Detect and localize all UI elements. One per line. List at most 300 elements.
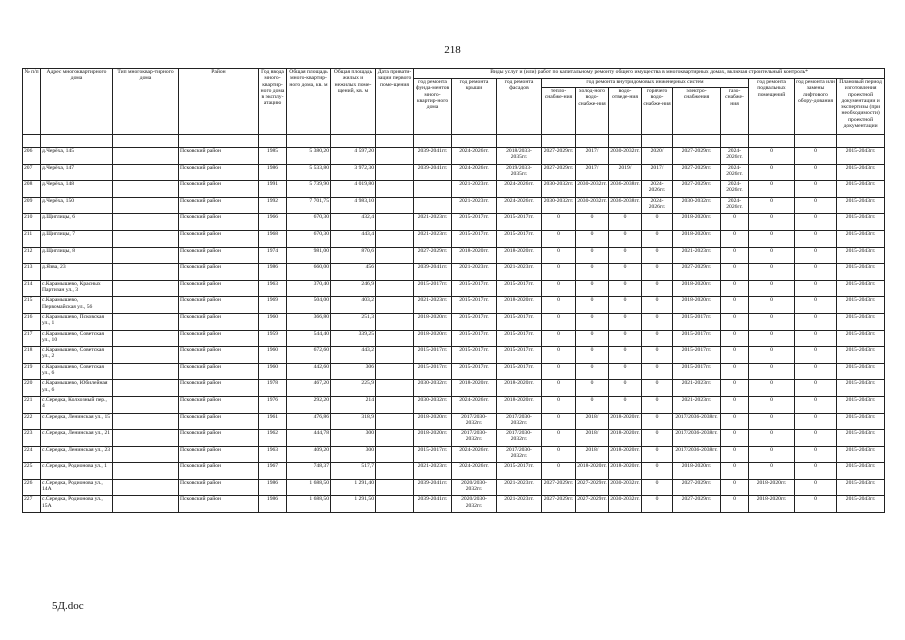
table-cell: 0 [642,380,673,397]
table-cell: 0 [795,164,837,181]
table-cell: с.Середка, Ленинская ул., 15 [41,413,113,430]
table-row [23,297,885,314]
table-cell: 2017/ [642,164,673,181]
table-cell: 403,2 [331,297,376,314]
table-cell: 339,25 [331,330,376,347]
table-cell: 0 [795,479,837,496]
table-row [23,214,885,231]
table-cell: 2021-2023гг. [497,496,542,513]
table-cell: 0 [795,264,837,281]
table-cell [376,413,414,430]
table-cell: 2015-2017гг. [414,280,452,297]
table-cell: Псковский район [179,164,259,181]
table-cell: 476,86 [287,413,331,430]
table-cell: 2015-2017гг. [414,347,452,364]
table-cell: 2018-2020гг. [452,247,497,264]
table-cell: 0 [721,347,749,364]
table-cell: 2015-2017гг. [497,463,542,480]
table-cell: 2039-2041гг. [414,164,452,181]
table-cell: 443,2 [331,347,376,364]
table-cell: 0 [795,181,837,198]
table-cell: 4 983,10 [331,197,376,214]
table-cell: 0 [749,164,795,181]
table-cell: 1959 [259,330,287,347]
table-cell: 300 [331,446,376,463]
table-cell: 1985 [259,148,287,165]
table-cell: 206 [23,148,41,165]
table-cell: 7 701,75 [287,197,331,214]
table-cell: 2018-2020гг. [749,479,795,496]
table-cell: 2015-2043гг. [837,230,885,247]
table-cell [113,297,179,314]
table-row [23,164,885,181]
table-cell: 2015-2017гг. [452,347,497,364]
table-cell: 2015-2043гг. [837,181,885,198]
table-cell: 0 [542,430,576,447]
col-year: Год ввода много-квартир-ного дома в эксплу-атацию [259,69,287,135]
table-cell: 0 [795,347,837,364]
table-cell [376,330,414,347]
table-cell: с.Карамышево, Советская ул., 10 [41,330,113,347]
table-cell: 2027-2029гг. [576,479,609,496]
table-cell: 1974 [259,247,287,264]
table-cell: 212 [23,247,41,264]
table-cell: 209 [23,197,41,214]
table-cell: д.Черёха, 148 [41,181,113,198]
table-row [23,148,885,165]
table-cell: д.Черёха, 150 [41,197,113,214]
table-cell: 2024-2026гг. [452,446,497,463]
table-cell: 0 [576,363,609,380]
table-cell: 0 [795,330,837,347]
table-cell: Псковский район [179,313,259,330]
table-header [23,69,885,148]
table-cell: с.Середка, Родионова ул., 1 [41,463,113,480]
table-cell [113,446,179,463]
table-cell: 0 [721,214,749,231]
table-cell: 0 [609,347,642,364]
table-cell: 2015-2017гг. [673,330,721,347]
table-cell: 0 [721,413,749,430]
table-cell: 221 [23,396,41,413]
table-cell: 0 [642,247,673,264]
table-cell: 0 [749,396,795,413]
table-cell: 2018-2020гг. [497,396,542,413]
table-cell: 225 [23,463,41,480]
table-cell: 0 [795,463,837,480]
table-cell: 0 [749,297,795,314]
table-cell: 370,40 [287,280,331,297]
table-cell: 2030-2032гг. [673,197,721,214]
table-cell: 0 [576,380,609,397]
table-cell: 2030-2032гг. [414,396,452,413]
table-cell: 2039-2041гг. [414,496,452,513]
table-cell: 0 [642,214,673,231]
table-cell: 2018-2020гг. [673,297,721,314]
table-cell: Псковский район [179,330,259,347]
table-cell: 0 [749,247,795,264]
table-cell: 0 [749,181,795,198]
table-cell: Псковский район [179,413,259,430]
table-cell: 0 [721,463,749,480]
table-cell: 0 [642,313,673,330]
table-cell: 444,78 [287,430,331,447]
table-cell: 2015-2043гг. [837,413,885,430]
table-cell: 981,00 [287,247,331,264]
table-cell: 246,9 [331,280,376,297]
table-cell: с.Середка, Родионова ул., 15А [41,496,113,513]
table-cell: 2015-2017гг. [452,214,497,231]
table-cell: 2017/2036-2038гг. [673,430,721,447]
table-cell: 2018-2020гг. [609,430,642,447]
table-cell: 0 [795,363,837,380]
table-cell: 1986 [259,164,287,181]
table-cell: 2030-2032гг. [609,148,642,165]
table-cell: 0 [721,380,749,397]
table-cell: 0 [721,430,749,447]
table-cell [376,446,414,463]
table-cell: 1976 [259,396,287,413]
engineering-group-header: год ремонта внутридомовых инженерных систем [542,79,749,88]
table-cell [113,280,179,297]
table-cell [113,479,179,496]
table-cell: 2015-2017гг. [497,363,542,380]
table-cell [113,181,179,198]
table-cell: 2015-2017гг. [452,230,497,247]
table-cell: 2027-2029гг. [542,164,576,181]
table-cell: 1 291,50 [331,496,376,513]
table-cell: 1967 [259,463,287,480]
table-cell: 0 [795,413,837,430]
table-cell [113,148,179,165]
table-cell: Псковский район [179,463,259,480]
table-cell: 2021-2023гг. [673,380,721,397]
table-cell: Псковский район [179,363,259,380]
table-cell [113,313,179,330]
table-cell: 2015-2043гг. [837,297,885,314]
table-cell: 0 [749,330,795,347]
table-cell: 2015-2017гг. [452,330,497,347]
table-cell: 0 [721,496,749,513]
table-cell: 2021-2023гг. [414,214,452,231]
table-cell: 2018-2020гг. [673,463,721,480]
table-cell: 0 [609,264,642,281]
table-cell: 2015-2043гг. [837,430,885,447]
table-cell: 2017/2030-2032гг. [497,413,542,430]
table-cell: Псковский район [179,214,259,231]
table-cell: 5 533,80 [287,164,331,181]
table-cell: 1963 [259,280,287,297]
table-cell: 1986 [259,496,287,513]
table-cell [376,347,414,364]
table-cell [113,463,179,480]
table-cell: 0 [576,247,609,264]
table-cell: 2036-2038гг. [609,181,642,198]
table-cell: Псковский район [179,181,259,198]
table-cell: 2015-2043гг. [837,247,885,264]
table-cell: 366,80 [287,313,331,330]
table-cell: 2018-2020гг. [609,446,642,463]
table-cell: 2018-2020гг. [673,214,721,231]
col-lift: год ремонта или замены лифтового обору-дования [795,79,837,135]
table-cell: с.Середка, Ленинская ул., 23 [41,446,113,463]
table-cell [414,197,452,214]
col-heat: тепло-снабже-ния [542,88,576,135]
table-cell: 1968 [259,230,287,247]
table-cell [376,363,414,380]
table-row [23,446,885,463]
capital-repair-table [22,68,885,513]
table-cell: 216 [23,313,41,330]
table-cell: 0 [609,280,642,297]
table-cell: 2021-2023гг. [497,264,542,281]
table-cell [376,430,414,447]
table-cell [376,197,414,214]
table-cell: 2018-2020гг. [497,247,542,264]
table-cell: 0 [721,446,749,463]
table-cell: 2015-2017гг. [497,214,542,231]
table-cell: 0 [749,313,795,330]
table-cell: 2017/2030-2032гг. [452,413,497,430]
table-cell: 0 [576,347,609,364]
table-cell: 2021-2023гг. [673,247,721,264]
table-cell: 2019/ [609,164,642,181]
table-cell: 214 [23,280,41,297]
table-cell: 1960 [259,363,287,380]
table-cell: 0 [542,413,576,430]
table-cell: 0 [749,197,795,214]
table-cell: 0 [642,446,673,463]
col-address: Адрес многоквартирного дома [41,69,113,135]
table-row [23,347,885,364]
table-cell: 870,6 [331,247,376,264]
table-row [23,330,885,347]
table-cell: 2039-2041гг. [414,479,452,496]
table-cell: 0 [749,280,795,297]
table-cell [376,380,414,397]
table-row [23,230,885,247]
table-cell: 2020/2030-2032гг. [452,496,497,513]
table-row [23,430,885,447]
table-cell: Псковский район [179,297,259,314]
table-cell [376,496,414,513]
table-cell: 2018-2020гг. [497,380,542,397]
table-cell: 2015-2017гг. [414,363,452,380]
table-cell: 2017/2030-2032гг. [497,430,542,447]
table-cell: 2027-2029гг. [576,496,609,513]
table-cell: 2027-2029гг. [542,479,576,496]
table-cell: 672,60 [287,347,331,364]
table-cell: 0 [795,313,837,330]
table-cell: 5 739,90 [287,181,331,198]
table-cell: 2018/ [576,446,609,463]
table-cell: 2039-2041гг. [414,148,452,165]
table-cell: 2017/ [576,148,609,165]
table-cell: 0 [795,214,837,231]
table-cell: 0 [576,230,609,247]
table-cell: 0 [642,297,673,314]
table-cell: 2015-2043гг. [837,479,885,496]
table-cell: 2015-2017гг. [673,347,721,364]
table-cell: 0 [542,230,576,247]
table-cell: д.Язва, 23 [41,264,113,281]
table-cell: 2027-2029гг. [673,479,721,496]
table-cell: 0 [721,363,749,380]
table-cell: 2020/ [642,148,673,165]
table-cell: д.Щиглицы, 6 [41,214,113,231]
table-cell: 2015-2017гг. [497,230,542,247]
table-cell: 318,9 [331,413,376,430]
table-cell: 2015-2043гг. [837,313,885,330]
table-cell: 0 [642,413,673,430]
table-cell: 2018/ [576,413,609,430]
table-cell: 2017/2036-2038гг. [673,446,721,463]
table-cell: 442,60 [287,363,331,380]
table-cell: 0 [721,330,749,347]
table-cell: 2018/2033-2035гг. [497,148,542,165]
table-cell: 0 [609,380,642,397]
table-cell: 4 597,20 [331,148,376,165]
table-cell: Псковский район [179,347,259,364]
table-cell: 214 [331,396,376,413]
table-cell: 2021-2023гг. [452,181,497,198]
table-cell: 2015-2043гг. [837,164,885,181]
table-cell [376,396,414,413]
table-cell [376,247,414,264]
table-cell: 2024-2026гг. [642,197,673,214]
table-cell: 0 [642,230,673,247]
table-cell: 225,9 [331,380,376,397]
table-cell: 2015-2017гг. [673,313,721,330]
col-planned: Плановый период изготовления проектной документации и экспертизы (при необходимости) проектной документации [837,79,885,135]
table-cell: 2039-2041гг. [414,264,452,281]
table-cell: Псковский район [179,479,259,496]
table-cell: 2021-2023гг. [452,264,497,281]
table-cell: с.Середка, Ленинская ул., 21 [41,430,113,447]
table-cell: 443,4 [331,230,376,247]
table-cell: 2018-2020гг. [609,463,642,480]
table-cell: 2021-2023гг. [414,463,452,480]
table-cell: 224 [23,446,41,463]
table-cell: 2015-2043гг. [837,446,885,463]
table-cell: 0 [642,430,673,447]
table-cell: с.Середка, Родионова ул., 14А [41,479,113,496]
table-cell: 2018-2020гг. [414,413,452,430]
services-group-header: Виды услуг и (или) работ по капитальному ремонту общего имущества в многоквартирных домах, включая строительный контроль* [414,69,885,79]
table-cell [376,479,414,496]
table-row [23,247,885,264]
table-cell [376,264,414,281]
table-cell: 208 [23,181,41,198]
table-cell: 2021-2023гг. [452,197,497,214]
table-cell: 2027-2029гг. [673,496,721,513]
table-cell: 2018-2020гг. [497,297,542,314]
table-cell: с.Карамышево, Псковская ул., 1 [41,313,113,330]
table-cell: 1991 [259,181,287,198]
table-cell: Псковский район [179,446,259,463]
table-cell [113,430,179,447]
footer-filename: 5Д.doc [52,600,84,612]
table-cell [113,264,179,281]
table-cell: 2024-2026гг. [721,164,749,181]
table-cell [113,363,179,380]
table-cell: 211 [23,230,41,247]
table-cell: 0 [749,264,795,281]
table-cell: 0 [749,230,795,247]
table-cell: с.Карамышево, Советская ул., 6 [41,363,113,380]
table-cell: 467,20 [287,380,331,397]
table-cell: 0 [576,264,609,281]
table-cell: 0 [576,297,609,314]
table-cell: 2030-2032гг. [609,496,642,513]
table-cell: 1962 [259,430,287,447]
table-cell: 0 [609,247,642,264]
col-gas: газо-снабже-ния [721,88,749,135]
table-cell: 1 688,50 [287,496,331,513]
table-cell [376,214,414,231]
table-cell: 0 [542,297,576,314]
table-row [23,264,885,281]
table-cell: Псковский район [179,496,259,513]
table-cell: 2024-2026гг. [452,396,497,413]
table-cell [113,496,179,513]
page-number: 218 [444,44,461,56]
table-cell: с.Середка, Колхозный пер., 4 [41,396,113,413]
table-cell: 2015-2017гг. [452,297,497,314]
table-cell: 670,30 [287,230,331,247]
table-row [23,181,885,198]
table-row [23,280,885,297]
table-cell: 0 [642,479,673,496]
table-cell: 2015-2017гг. [452,280,497,297]
table-cell: 2017/2036-2038гг. [673,413,721,430]
table-row [23,197,885,214]
table-cell: 292,20 [287,396,331,413]
table-cell [376,280,414,297]
table-cell: 2024-2026гг. [642,181,673,198]
table-cell: 2015-2043гг. [837,380,885,397]
table-cell: 2030-2032гг. [576,181,609,198]
col-drainage: водо-отведе-ния [609,88,642,135]
col-res-area: Общая площадь жилых и нежилых поме-щений, кв. м [331,69,376,135]
table-cell: 2015-2043гг. [837,264,885,281]
table-cell: 0 [795,148,837,165]
table-cell: 0 [642,330,673,347]
table-cell: 0 [542,347,576,364]
table-cell: 226 [23,479,41,496]
table-cell: 0 [642,347,673,364]
table-cell: д.Черёха, 145 [41,148,113,165]
table-cell: 2027-2029гг. [673,164,721,181]
table-row [23,396,885,413]
table-cell: 660,00 [287,264,331,281]
table-cell: 2027-2029гг. [673,148,721,165]
table-cell: 0 [542,396,576,413]
table-cell: 2024-2026гг. [452,463,497,480]
table-cell [113,396,179,413]
table-cell: 2024-2026гг. [452,164,497,181]
table-cell: 222 [23,413,41,430]
table-cell: 0 [721,264,749,281]
table-row [23,363,885,380]
table-cell: 2015-2017гг. [452,363,497,380]
table-cell: 2017/ [576,164,609,181]
table-cell: 2015-2017гг. [497,313,542,330]
table-cell: 2021-2023гг. [414,297,452,314]
table-cell: 2018-2020гг. [609,413,642,430]
table-cell: 1 688,50 [287,479,331,496]
table-cell: 0 [749,446,795,463]
